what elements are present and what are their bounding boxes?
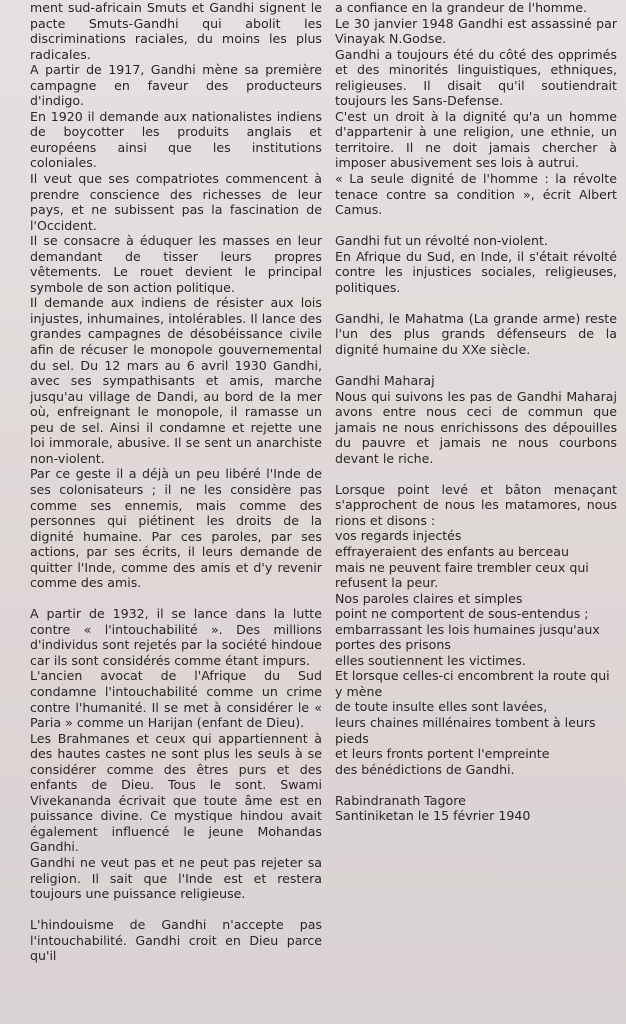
poem-line: Et lorsque celles-ci encombrent la route qui y mène — [335, 668, 610, 699]
poem-line: point ne comportent de sous-entendus ; — [335, 606, 589, 622]
paragraph: C'est un droit à la dignité qu'a un homme d'appartenir à une religion, une ethnie, un territoire. Il ne doit jamais chercher à imposer abusivement ses lois à autrui. — [335, 108, 617, 171]
poem-line: vos regards injectés — [335, 528, 462, 544]
paragraph: Il veut que ses compatriotes commencent à prendre conscience des richesses de leur pays, et ne subissent pas la fascination de l'Occident. — [30, 171, 322, 233]
spacer — [335, 777, 617, 793]
spacer — [335, 466, 617, 482]
paragraph: A partir de 1917, Gandhi mène sa première campagne en faveur des producteurs d'indigo. — [30, 62, 322, 109]
right-column — [335, 0, 617, 824]
paragraph: a confiance en la grandeur de l'homme. — [335, 0, 588, 15]
paragraph: Les Brahmanes et ceux qui appartiennent à des hautes castes ne sont plus les seuls à se considérer comme des êtres purs et des enfants de Dieu. Tous le sont. Swami Vivekananda écrivait que toute âme est en puissance divine. Ce mystique hindou avait également influencé le jeune Mohandas Gandhi. — [30, 730, 322, 855]
paragraph: L'ancien avocat de l'Afrique du Sud condamne l'intouchabilité comme un crime contre l'humanité. Il se met à considérer le « Paria » comme un Harijan (enfant de Dieu). — [30, 668, 322, 731]
paragraph: Le 30 janvier 1948 Gandhi est assassiné par Vinayak N.Godse. — [335, 15, 617, 47]
poem-title: Gandhi Maharaj — [335, 372, 435, 388]
poem-line: Nos paroles claires et simples — [335, 590, 523, 606]
paragraph: Gandhi fut un révolté non-violent. — [335, 233, 548, 249]
poem-line: et leurs fronts portent l'empreinte — [335, 746, 550, 762]
paragraph: Gandhi, le Mahatma (La grande arme) reste l'un des plus grands défenseurs de la dignité humaine du XXe siècle. — [335, 310, 617, 357]
poem-line: effrayeraient des enfants au berceau — [335, 543, 569, 559]
poem-line: des bénédictions de Gandhi. — [335, 761, 515, 777]
poem-line: mais ne peuvent faire trembler ceux qui refusent la peur. — [335, 559, 589, 591]
spacer — [30, 591, 322, 607]
spacer — [30, 902, 322, 918]
paragraph: L'hindouisme de Gandhi n'accepte pas l'intouchabilité. Gandhi croit en Dieu parce qu'il — [30, 917, 322, 964]
poem-line: elles soutiennent les victimes. — [335, 652, 526, 668]
place-date: Santiniketan le 15 février 1940 — [335, 808, 531, 824]
paragraph: Par ce geste il a déjà un peu libéré l'Inde de ses colonisateurs ; il ne les considère pas comme ses ennemis, mais comme des personnes qui piétinent les droits de la dignité humaine. Par ces paroles, par ses actions, par ses écrits, il leurs demande de quitter l'Inde, comme des amis et d'y revenir comme des amis. — [30, 466, 322, 591]
paragraph: ment sud-africain Smuts et Gandhi signent le pacte Smuts-Gandhi qui abolit les discriminations raciales, du moins les plus radicales. — [30, 0, 322, 62]
poem-line: de toute insulte elles sont lavées, — [335, 699, 548, 715]
paragraph: Il se consacre à éduquer les masses en leur demandant de tisser leurs propres vêtements. Le rouet devient le principal symbole de son action politique. — [30, 233, 322, 295]
left-column — [30, 0, 322, 964]
paragraph: En 1920 il demande aux nationalistes indiens de boycotter les produits anglais et européens ainsi que les institutions coloniales. — [30, 108, 322, 171]
poem-line: leurs chaines millénaires tombent à leurs pieds — [335, 714, 596, 746]
poem-stanza: Nous qui suivons les pas de Gandhi Maharaj avons entre nous ceci de commun que jamais ne nous enrichissons des dépouilles du pauvre et jamais ne nous courbons devant le riche. — [335, 388, 617, 466]
poem-line: embarrassant les lois humaines jusqu'aux portes des prisons — [335, 621, 600, 653]
paragraph: A partir de 1932, il se lance dans la lutte contre « l'intouchabilité ». Des millions d'individus sont rejetés par la société hindoue car ils sont considérés comme étant impurs. — [30, 606, 322, 668]
spacer — [335, 357, 617, 373]
poem-stanza: Lorsque point levé et bâton menaçant s'approchent de nous les matamores, nous rions et disons : — [335, 481, 617, 528]
paragraph: En Afrique du Sud, en Inde, il s'était révolté contre les injustices sociales, religieuses, politiques. — [335, 248, 617, 295]
paragraph: Gandhi ne veut pas et ne peut pas rejeter sa religion. Il sait que l'Inde est et restera toujours une puissance religieuse. — [30, 855, 322, 902]
paragraph: Gandhi a toujours été du côté des opprimés et des minorités linguistiques, ethniques, religieuses. Il disait qu'il soutiendrait toujours les Sans-Defense. — [335, 46, 617, 109]
spacer — [335, 295, 617, 311]
spacer — [335, 218, 617, 234]
paragraph: « La seule dignité de l'homme : la révolte tenace contre sa condition », écrit Albert Camus. — [335, 171, 617, 218]
author: Rabindranath Tagore — [335, 792, 466, 808]
paragraph: Il demande aux indiens de résister aux lois injustes, inhumaines, intolérables. Il lance des grandes campagnes de désobéissance civile afin de récuser le monopole gouvernemental du sel. Du 12 mars au 6 avril 1930 Gandhi, avec ses sympathisants et amis, marche jusqu'au village de Dandi, au bord de la mer où, enfreignant le monopole, il ramasse un peu de sel. Ainsi il condamne et rejette une loi immorale, abusive. Il se sent un anarchiste non-violent. — [30, 295, 322, 466]
